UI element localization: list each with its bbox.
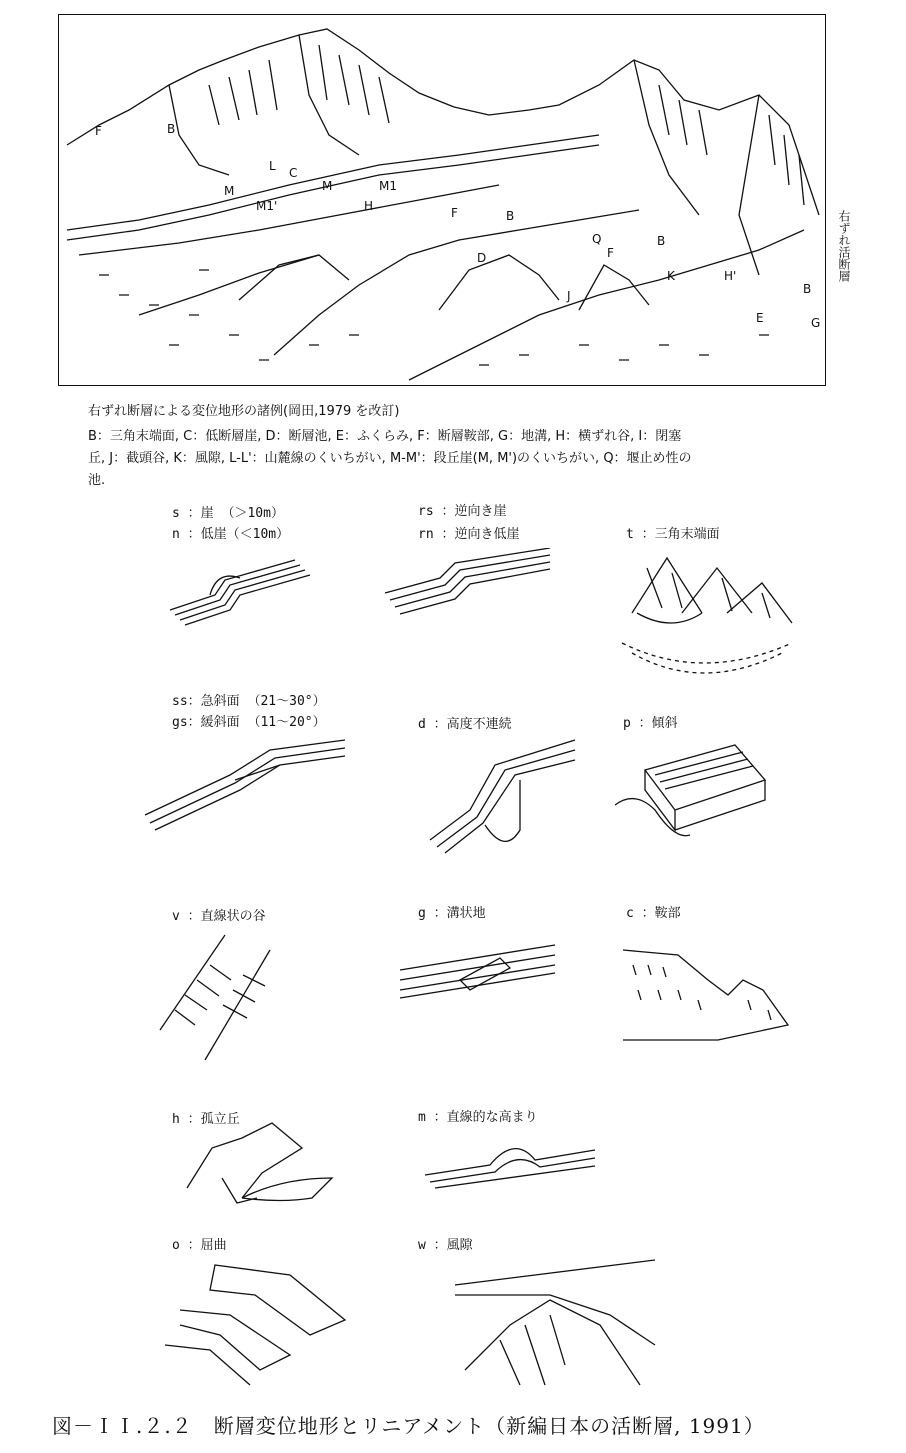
- symbol-ss-drawing: [140, 735, 350, 835]
- scene-label-B1: B: [167, 122, 176, 136]
- fault-landscape-illustration: [58, 14, 826, 386]
- scene-label-M1b: M: [322, 179, 333, 193]
- symbol-rs-label: rs ：逆向き崖: [418, 504, 507, 519]
- symbol-t-drawing: [612, 553, 802, 688]
- scene-label-D1: D: [477, 251, 487, 265]
- scene-caption: 右ずれ断層による変位地形の諸例(岡田,1979 を改訂): [88, 404, 400, 419]
- scene-label-Q1: Q: [592, 232, 602, 246]
- scene-label-B2: B: [506, 209, 515, 223]
- symbol-v-label: v ：直線状の谷: [172, 909, 266, 924]
- symbol-c-label: c ：鞍部: [626, 906, 681, 921]
- symbol-o-drawing: [160, 1255, 360, 1390]
- scene-label-F1: F: [95, 124, 102, 138]
- symbol-m-drawing: [420, 1130, 600, 1190]
- scene-label-L1: L: [269, 159, 276, 173]
- symbol-s-label: s ：崖 （＞10m）: [172, 506, 284, 521]
- scene-label-F2: F: [451, 206, 458, 220]
- symbol-p-label: p ：傾斜: [623, 716, 678, 731]
- scene-label-H2: H': [724, 269, 737, 283]
- figure-title: 図－ＩＩ.２.２ 断層変位地形とリニアメント（新編日本の活断層, 1991）: [52, 1414, 765, 1438]
- symbol-v-drawing: [155, 930, 300, 1065]
- symbol-m-label: m ：直線的な高まり: [418, 1110, 538, 1125]
- symbol-h-drawing: [182, 1118, 347, 1213]
- symbol-rs-drawing: [380, 548, 555, 618]
- symbol-rn-label: rn ：逆向き低崖: [418, 527, 520, 542]
- symbol-g-drawing: [395, 940, 565, 1015]
- scene-label-K1: K: [667, 269, 675, 283]
- side-label-right-lateral-fault: 右ずれ活断層: [837, 210, 851, 282]
- legend-line: 池.: [88, 473, 106, 488]
- legend-text: [88, 426, 888, 492]
- legend-line: B：三角末端面, C：低断層崖, D：断層池, E：ふくらみ, F：断層鞍部, G：地溝, H：横ずれ谷, I：閉塞: [88, 429, 682, 444]
- scene-label-F3: F: [607, 246, 614, 260]
- symbol-d-drawing: [425, 735, 580, 860]
- scene-label-H1: H: [364, 199, 374, 213]
- scene-label-G1: G: [811, 316, 821, 330]
- scene-label-M1d: M1': [256, 199, 278, 213]
- symbol-d-label: d ：高度不連続: [418, 717, 512, 732]
- scene-label-C1: C: [289, 166, 298, 180]
- scene-label-J1: J: [567, 289, 571, 303]
- symbol-gs-label: gs：緩斜面 （11～20°）: [172, 715, 326, 730]
- symbol-g-label: g ：溝状地: [418, 906, 486, 921]
- symbol-ss-label: ss：急斜面 （21～30°）: [172, 694, 326, 709]
- symbol-o-label: o ：屈曲: [172, 1238, 227, 1253]
- scene-label-M1a: M: [224, 184, 235, 198]
- scene-label-E1: E: [756, 311, 764, 325]
- symbol-w-drawing: [450, 1255, 660, 1390]
- symbol-n-label: n ：低崖（＜10m）: [172, 527, 290, 542]
- symbol-w-label: w ：風隙: [418, 1238, 473, 1253]
- scene-label-B4: B: [803, 282, 812, 296]
- symbol-c-drawing: [618, 945, 798, 1045]
- symbol-s-drawing: [165, 550, 315, 630]
- scene-label-B3: B: [657, 234, 666, 248]
- symbol-t-label: t ：三角末端面: [626, 527, 720, 542]
- symbol-p-drawing: [615, 740, 775, 845]
- scene-label-M1c: M1: [379, 179, 397, 193]
- legend-line: 丘, J：截頭谷, K：風隙, L-L'：山麓線のくいちがい, M-M'：段丘崖(M, M')のくいちがい, Q：堰止め性の: [88, 451, 692, 466]
- symbol-h-label: h ：孤立丘: [172, 1112, 240, 1127]
